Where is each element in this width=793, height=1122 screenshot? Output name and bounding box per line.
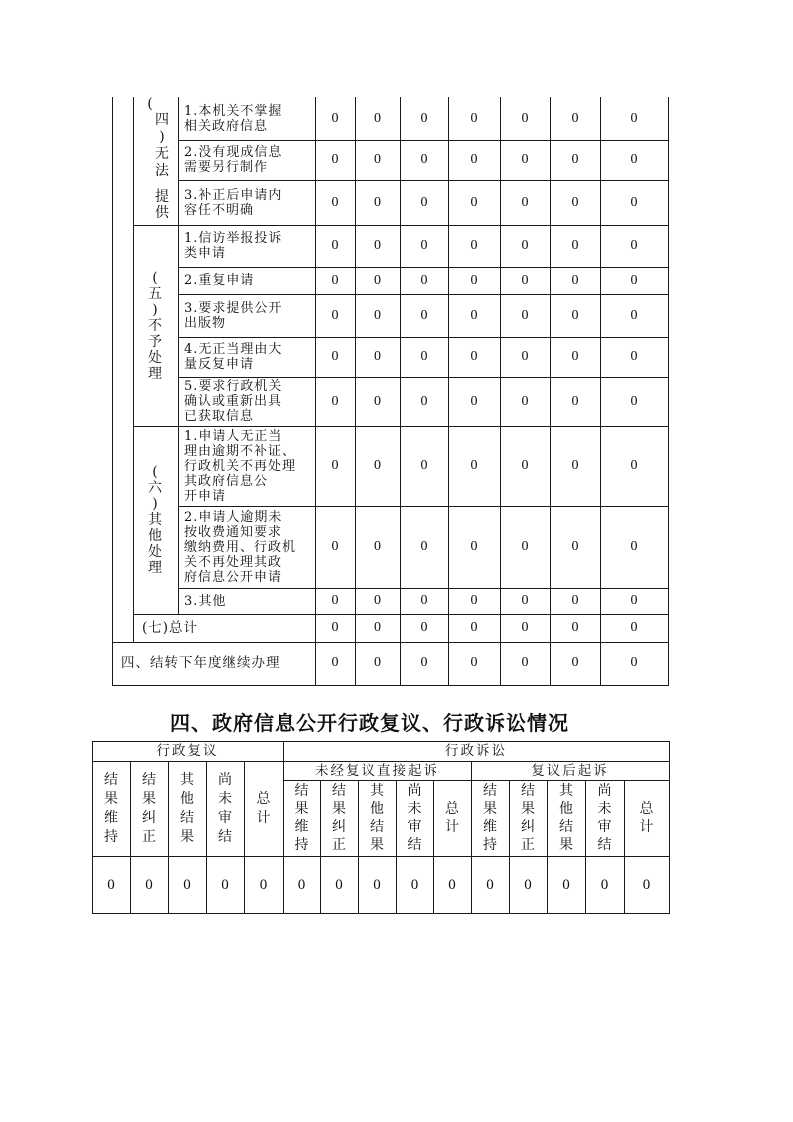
cat4-row-value: 0 [630, 110, 638, 126]
cat5-heading: ( 五 ) 不 予 处 理 [148, 270, 162, 382]
cat5-row-value: 0 [420, 272, 428, 288]
review-header: 行政复议 [156, 743, 219, 759]
cat5-row-value: 0 [571, 349, 579, 364]
cat5-row-value: 0 [420, 238, 428, 253]
rule-v [320, 780, 321, 914]
cat5-row-value: 0 [470, 307, 478, 323]
rule-v [358, 780, 359, 914]
cat4-heading: 四 ) 无 法 [155, 112, 169, 179]
result-value: 0 [562, 876, 570, 893]
rule-v [669, 741, 670, 914]
cat4-row-value: 0 [331, 194, 339, 210]
cat4-row-value: 0 [470, 110, 478, 126]
rule-h [92, 761, 283, 762]
cat5-row-value: 0 [374, 238, 381, 253]
cat4-row-value: 0 [374, 110, 381, 126]
cat6-heading: ( 六 ) 其 他 处 理 [148, 464, 162, 576]
cat4-row-value: 0 [420, 194, 428, 210]
cat5-row-value: 0 [521, 272, 529, 288]
result-value: 0 [373, 876, 381, 893]
result-value: 0 [410, 876, 419, 893]
result-value: 0 [259, 876, 268, 893]
cat4-row-value: 0 [571, 152, 579, 167]
result-value: 0 [600, 876, 609, 893]
rule-v [168, 761, 169, 914]
cat6-row-value: 0 [470, 458, 478, 473]
cat5-row-label: 2.重复申请 [184, 273, 255, 288]
cat6-row-label: 1.申请人无正当 理由逾期不补证、 行政机关不再处理 其政府信息公 开申请 [184, 428, 297, 504]
result-value: 0 [297, 876, 306, 893]
result-value: 0 [335, 876, 343, 893]
cat4-row-value: 0 [470, 152, 478, 167]
after-header: 复议后起诉 [531, 763, 609, 779]
cat6-row-value: 0 [571, 593, 579, 608]
rule-v [668, 97, 669, 686]
rule-h [178, 267, 668, 268]
carry-value: 0 [571, 655, 579, 670]
total-value: 0 [420, 620, 428, 635]
cat5-row-value: 0 [420, 349, 428, 364]
rule-v [206, 761, 207, 914]
rule-v [509, 780, 510, 914]
rule-h [92, 913, 669, 914]
review-col-header: 总 计 [256, 790, 271, 826]
cat5-row-value: 0 [521, 307, 529, 323]
cat5-row-value: 0 [571, 393, 579, 409]
cat6-row-value: 0 [521, 593, 529, 608]
rule-v [585, 780, 586, 914]
cat4-row-value: 0 [374, 194, 381, 210]
result-value: 0 [524, 876, 532, 893]
total-value: 0 [630, 620, 638, 635]
cat5-row-value: 0 [571, 238, 579, 253]
total-value: 0 [521, 620, 529, 635]
cat6-row-value: 0 [630, 458, 638, 473]
result-value: 0 [486, 876, 494, 893]
cat6-row-value: 0 [470, 593, 478, 608]
result-value: 0 [107, 876, 115, 893]
cat5-row-value: 0 [521, 349, 529, 364]
cat4-row-value: 0 [470, 194, 478, 210]
result-value: 0 [448, 876, 456, 893]
direct-col-header: 其 他 结 果 [370, 783, 384, 853]
rule-v [396, 780, 397, 914]
cat5-row-value: 0 [630, 238, 638, 253]
cat6-row-value: 0 [374, 593, 381, 608]
review-col-header: 结 果 纠 正 [142, 771, 156, 845]
cat4-row-value: 0 [630, 194, 638, 210]
cat6-row-value: 0 [420, 458, 428, 473]
rule-v [547, 780, 548, 914]
cat5-row-value: 0 [470, 238, 478, 253]
cat6-row-value: 0 [571, 539, 579, 554]
cat6-row-value: 0 [630, 593, 638, 608]
rule-h [178, 140, 668, 141]
cat5-row-value: 0 [420, 307, 428, 323]
rule-v [433, 780, 434, 914]
cat6-row-value: 0 [630, 539, 638, 554]
cat5-row-value: 0 [630, 307, 638, 323]
cat5-row-value: 0 [470, 393, 478, 409]
carry-value: 0 [630, 655, 638, 670]
cat4-paren: ( [147, 96, 153, 112]
carry-value: 0 [331, 655, 339, 670]
cat5-row-value: 0 [470, 349, 478, 364]
rule-h [178, 588, 668, 589]
cat5-row-value: 0 [331, 393, 339, 409]
cat5-row-value: 0 [374, 393, 381, 409]
total-value: 0 [470, 620, 478, 635]
cat5-row-value: 0 [374, 307, 381, 323]
direct-col-header: 结 果 维 持 [294, 783, 309, 853]
cat5-row-value: 0 [571, 272, 579, 288]
result-value: 0 [183, 876, 191, 893]
litigation-header: 行政诉讼 [445, 743, 507, 759]
rule-h [178, 180, 668, 181]
carry-value: 0 [521, 655, 529, 670]
cat4-row-value: 0 [571, 194, 579, 210]
cat4-row-value: 0 [420, 110, 428, 126]
cat6-row-value: 0 [374, 539, 381, 554]
cat5-row-label: 1.信访举报投诉 类申请 [184, 231, 283, 261]
cat6-row-value: 0 [331, 539, 339, 554]
cat4-row-value: 0 [521, 110, 529, 126]
cat5-row-value: 0 [630, 349, 638, 364]
result-value: 0 [221, 876, 229, 893]
cat6-row-label: 2.申请人逾期未 按收费通知要求 缴纳费用、行政机 关不再处理其政 府信息公开申请 [184, 509, 297, 585]
cat4-row-label: 1.本机关不掌握 相关政府信息 [184, 103, 283, 134]
cat6-row-value: 0 [331, 458, 339, 473]
total-value: 0 [331, 620, 339, 635]
cat6-row-value: 0 [420, 539, 428, 554]
carry-label: 四、结转下年度继续办理 [121, 655, 281, 671]
rule-v [244, 761, 245, 914]
cat5-row-value: 0 [521, 393, 529, 409]
cat5-row-label: 4.无正当理由大 量反复申请 [184, 342, 283, 372]
cat5-row-label: 3.要求提供公开 出版物 [184, 300, 283, 331]
rule-h [178, 337, 668, 338]
rule-v [624, 780, 625, 914]
cat6-row-value: 0 [331, 593, 339, 608]
after-col-header: 结 果 纠 正 [521, 783, 535, 853]
cat5-row-value: 0 [374, 349, 381, 364]
cat5-row-value: 0 [630, 393, 638, 409]
cat6-row-value: 0 [521, 539, 529, 554]
total-label: (七)总计 [142, 620, 199, 636]
cat6-row-value: 0 [521, 458, 529, 473]
cat5-row-value: 0 [630, 272, 638, 288]
cat4-row-value: 0 [374, 152, 381, 167]
cat4-row-value: 0 [521, 152, 529, 167]
rule-v [550, 97, 551, 686]
direct-col-header: 结 果 纠 正 [332, 783, 346, 853]
rule-v [600, 97, 601, 686]
review-col-header: 尚 未 审 结 [218, 771, 232, 845]
rule-h [283, 761, 669, 762]
after-col-header: 尚 未 审 结 [597, 783, 612, 853]
after-col-header: 总 计 [639, 801, 654, 835]
carry-value: 0 [374, 655, 381, 670]
result-value: 0 [145, 876, 153, 893]
cat4-row-value: 0 [420, 152, 428, 167]
rule-v [133, 97, 134, 642]
cat4-row-value: 0 [571, 110, 579, 126]
rule-h [92, 741, 669, 742]
rule-v [400, 97, 401, 686]
direct-col-header: 总 计 [445, 801, 459, 835]
cat5-row-value: 0 [374, 272, 381, 288]
rule-h [112, 642, 668, 643]
cat4-row-label: 3.补正后申请内 容任不明确 [184, 187, 283, 218]
rule-h [112, 685, 668, 686]
direct-col-header: 尚 未 审 结 [407, 783, 422, 853]
after-col-header: 结 果 维 持 [483, 783, 497, 853]
review-col-header: 结 果 维 持 [104, 771, 118, 845]
rule-v [471, 761, 472, 914]
cat5-row-value: 0 [331, 272, 339, 288]
cat5-row-value: 0 [331, 238, 339, 253]
cat6-row-value: 0 [420, 593, 428, 608]
cat5-row-value: 0 [331, 307, 339, 323]
cat6-row-value: 0 [374, 458, 381, 473]
cat4-row-value: 0 [630, 152, 638, 167]
cat4-row-label: 2.没有现成信息 需要另行制作 [184, 145, 283, 175]
rule-v [315, 97, 316, 686]
total-value: 0 [571, 620, 579, 635]
rule-v [92, 741, 93, 914]
cat5-row-value: 0 [521, 238, 529, 253]
rule-h [178, 377, 668, 378]
rule-v [500, 97, 501, 686]
cat5-row-value: 0 [331, 349, 339, 364]
after-col-header: 其 他 结 果 [559, 783, 573, 853]
rule-h [178, 294, 668, 295]
rule-v [178, 97, 179, 614]
rule-h [178, 506, 668, 507]
cat4-row-value: 0 [331, 152, 339, 167]
total-value: 0 [374, 620, 381, 635]
cat6-row-value: 0 [571, 458, 579, 473]
carry-value: 0 [420, 655, 428, 670]
cat5-row-value: 0 [470, 272, 478, 288]
cat4-heading-b: 提 供 [155, 189, 169, 221]
rule-h [283, 780, 669, 781]
section-title: 四、政府信息公开行政复议、行政诉讼情况 [170, 711, 569, 735]
cat4-row-value: 0 [521, 194, 529, 210]
cat4-row-value: 0 [331, 110, 339, 126]
cat5-row-label: 5.要求行政机关 确认或重新出具 已获取信息 [184, 379, 283, 424]
rule-v [355, 97, 356, 686]
cat5-row-value: 0 [420, 393, 428, 409]
cat6-row-label: 3.其他 [184, 593, 227, 609]
result-value: 0 [642, 876, 651, 893]
rule-v [130, 761, 131, 914]
rule-h [92, 856, 669, 857]
cat5-row-value: 0 [571, 307, 579, 323]
cat6-row-value: 0 [470, 539, 478, 554]
carry-value: 0 [470, 655, 478, 670]
rule-v [112, 97, 113, 686]
rule-v [448, 97, 449, 686]
direct-header: 未经复议直接起诉 [315, 763, 439, 779]
review-col-header: 其 他 结 果 [180, 771, 194, 845]
